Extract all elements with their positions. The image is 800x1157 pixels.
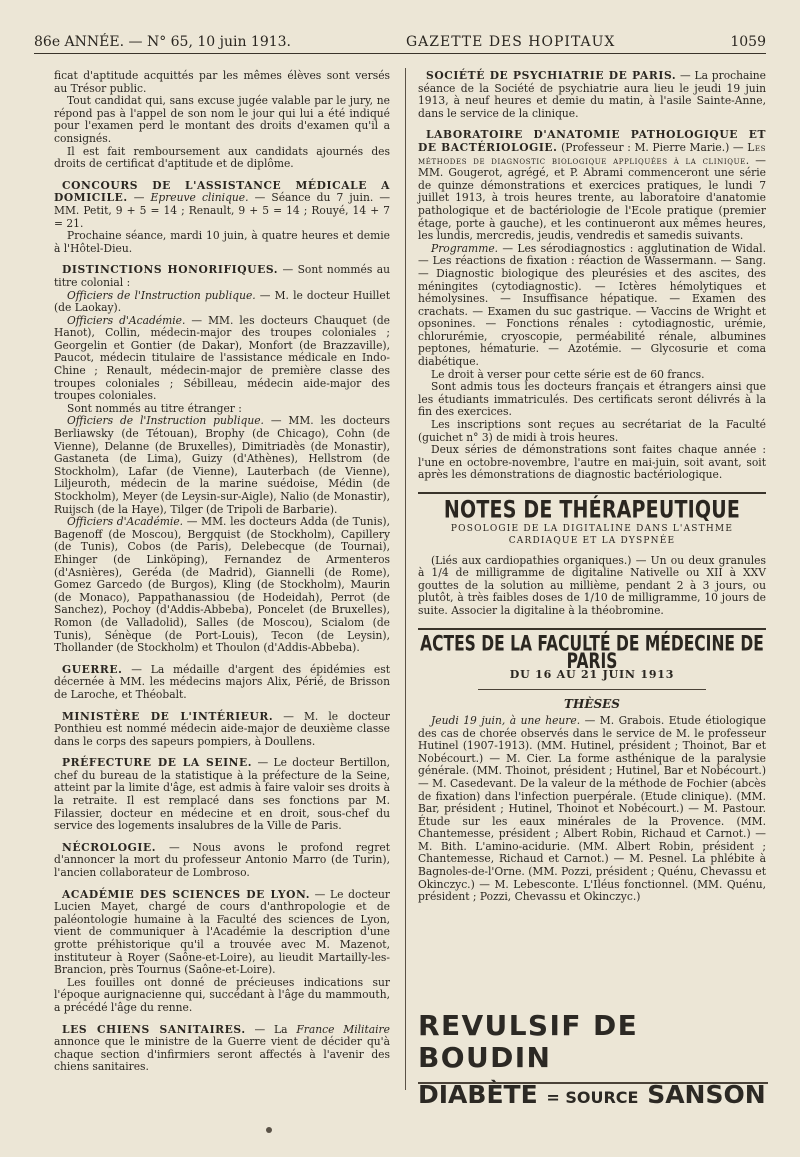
section-divider bbox=[418, 492, 766, 494]
journal-title: GAZETTE DES HOPITAUX bbox=[405, 34, 616, 50]
section-heading: SOCIÉTÉ DE PSYCHIATRIE DE PARIS. bbox=[426, 69, 677, 82]
intro-paragraph: Il est fait remboursement aux candidats ajournés des droits de certificat d'aptitude et de diplôme. bbox=[54, 144, 390, 171]
section-text: — bbox=[127, 191, 151, 205]
section-italic: Epreuve clinique. bbox=[150, 191, 249, 205]
section-paragraph bbox=[54, 290, 390, 315]
intro-paragraph: Tout candidat qui, sans excuse jugée valable par le jury, ne répond pas à l'appel de son nom le jour qui lui a été indiqué pour l'examen perd le montant des droits d'examen qu'il a consignés. bbox=[54, 94, 390, 145]
ad-diabete-line bbox=[418, 1080, 768, 1113]
laboratoire-section bbox=[418, 129, 766, 242]
interieur-section bbox=[54, 711, 390, 749]
prefecture-section bbox=[54, 757, 390, 833]
section-paragraph: Sont nommés au titre étranger : bbox=[67, 401, 242, 415]
section-heading: NÉCROLOGIE. bbox=[62, 840, 157, 854]
section-subheading: Les méthodes de diagnostic biologique appliquées à la clinique. bbox=[418, 140, 767, 167]
section-heading: LES CHIENS SANITAIRES. bbox=[62, 1022, 246, 1036]
right-column bbox=[418, 70, 766, 904]
section-italic: Officiers de l'Instruction publique. bbox=[67, 288, 256, 302]
ad-diabete: DIABÈTE bbox=[418, 1080, 538, 1109]
necrologie-section bbox=[54, 842, 390, 880]
section-heading: ACADÉMIE DES SCIENCES DE LYON. bbox=[62, 887, 311, 901]
guerre-section bbox=[54, 664, 390, 702]
posologie-paragraph: (Liés aux cardiopathies organiques.) — Un ou deux granules à 1/4 de milligramme de digitaline Nativelle ou XII à XXV gouttes de la solution au millième, pendant 2 à 3 jours, ou plutôt, à très faibles doses de 1/10 de milligramme, 10 jours de suite. Associer la digitaline à la théobromine. bbox=[418, 553, 766, 617]
section-text: — La bbox=[245, 1022, 297, 1036]
section-paragraph bbox=[54, 315, 390, 403]
distinctions-section bbox=[54, 264, 390, 289]
section-paragraph bbox=[418, 243, 766, 369]
section-heading: LABORATOIRE D'ANATOMIE PATHOLOGIQUE ET DE BACTÉRIOLOGIE. bbox=[418, 128, 766, 154]
section-heading: CONCOURS DE L'ASSISTANCE MÉDICALE A DOMICILE. bbox=[54, 178, 390, 205]
assistance-section bbox=[54, 180, 390, 230]
actes-faculte-title: ACTES DE LA FACULTÉ DE MÉDECINE DE PARIS bbox=[420, 631, 764, 673]
section-text: — Sont nommés au titre colonial : bbox=[54, 263, 390, 289]
section-text: — M. Grabois. Etude étiologique des cas de chorée observés dans le service de M. le professeur Hutinel (1907-1913). (MM. Hutinel, président ; Thoinot, Bar et Nobécourt.) — M. Cier. La forme asthénique de la paralysie générale. (MM. Thoinot, président ; Hutinel, Bar et Nobécourt.) — M. Casedevant. De la valeur de la méthode de Fochier (abcès de fixation) dans l'infection puerpérale. (Etude clinique). (MM. Bar, président ; Hutinel, Thoinot et Nobécourt.) — M. Pastour. Étude sur les eaux minérales de la Provence. (MM. Chantemesse, président ; Albert Robin, Richaud et Carnot.) — M. Bith. L'amino-acidurie. (MM. Albert Robin, président ; Chantemesse, Richaud et Carnot.) — M. Pesnel. La phlébite à Bagnoles-de-l'Orne. (MM. Pozzi, président ; Quénu, Chevassu et Okinczyc.) — M. Lebesconte. L'Iléus fonctionnel. (MM. Quénu, président ; Pozzi, Chevassu et Okinczyc.) bbox=[418, 713, 767, 904]
section-paragraph bbox=[54, 415, 390, 516]
page-mark bbox=[266, 1127, 272, 1133]
section-italic: Officiers d'Académie. bbox=[67, 313, 186, 327]
short-rule bbox=[478, 689, 706, 690]
section-heading: PRÉFECTURE DE LA SEINE. bbox=[62, 756, 253, 770]
section-paragraph: Prochaine séance, mardi 10 juin, à quatre heures et demie à l'Hôtel-Dieu. bbox=[54, 229, 390, 255]
section-paragraph: Les inscriptions sont reçues au secrétariat de la Faculté (guichet n° 3) de midi à trois heures. bbox=[418, 418, 766, 444]
section-heading: MINISTÈRE DE L'INTÉRIEUR. bbox=[62, 709, 274, 723]
section-paragraph: Deux séries de démonstrations sont faites chaque année : l'une en octobre-novembre, l'autre en mai-juin, soit avant, soit après les démonstrations de diagnostic bactériologique. bbox=[418, 443, 766, 482]
section-italic: Programme. bbox=[431, 241, 499, 255]
posologie-title: POSOLOGIE DE LA DIGITALINE DANS L'ASTHME CARDIAQUE ET LA DYSPNÉE bbox=[450, 523, 734, 546]
academie-section bbox=[54, 889, 390, 977]
page-number: 1059 bbox=[730, 34, 766, 50]
section-text: — Séance du 7 juin. — MM. Petit, 9 + 5 = 14 ; Renault, 9 + 5 = 14 ; Rouyé, 14 + 7 = 21. bbox=[54, 191, 391, 230]
section-italic: Jeudi 19 juin, à une heure. bbox=[431, 713, 581, 727]
ad-source: = SOURCE bbox=[546, 1088, 639, 1107]
section-italic: Officiers de l'Instruction publique. bbox=[67, 414, 264, 428]
section-paragraph: Sont admis tous les docteurs français et étrangers ainsi que les étudiants immatriculés. Des certificats seront délivrés à la fin des exercices. bbox=[418, 380, 766, 419]
section-text: — MM. Gougerot, agrégé, et P. Abrami commenceront une série de quinze démonstrations et exercices pratiques, le lundi 7 juillet 1913, à trois heures trente, au laboratoire d'anatomie pathologique et de bactériologie de l'Ecole pratique (premier étage, porte à gauche), et les continueront aux mêmes heures, les lundis, mercredis, jeudis, vendredis et samedis suivants. bbox=[418, 153, 766, 243]
section-text: — MM. les docteurs Chauquet (de Hanot), Collin, médecin-major des troupes coloniales ; Georgelin et Gontier (de Dakar), Monfort (de Brazzaville), Paucot, médecin titulaire de l'assistance médicale en Indo-Chine ; Renault, médecin-major de première classe des troupes coloniales ; Sébilleau, médecin aide-major des troupes coloniales. bbox=[54, 313, 390, 403]
section-text: annonce que le ministre de la Guerre vient de décider qu'à chaque section d'infirmiers seront affectés à l'avenir des chiens sanitaires. bbox=[54, 1035, 390, 1074]
section-text: — M. le docteur Huillet (de Laokay). bbox=[54, 288, 390, 315]
section-paragraph: Le droit à verser pour cette série est de 60 francs. bbox=[431, 367, 705, 381]
section-paragraph: Les fouilles ont donné de précieuses indications sur l'époque aurignacienne qui, succédant à l'âge du mammouth, a précédé l'âge du renne. bbox=[54, 975, 390, 1014]
section-text: — La médaille d'argent des épidémies est décernée à MM. les médecins majors Alix, Périé, de Brisson de Laroche, et Théobalt. bbox=[54, 662, 390, 701]
section-text: — MM. les docteurs Adda (de Tunis), Bagenoff (de Moscou), Bergquist (de Stockholm), Capillery (de Tunis), Cobos (de Paris), Delebecque (de Tournai), Ehinger (de Linköping), Fernandez de Armenteros (d'Asnières), Geréda (de Madrid), Giannelli (de Rome), Gomez Garcedo (de Burgos), Kling (de Stockholm), Maurin (de Monaco), Pappathanassiou (de Hodeidah), Perrot (de Sanchez), Pochoy (d'Addis-Abbeba), Poncelet (de Bruxelles), Romon (de Valladolid), Salles (de Moscou), Scialom (de Tunis), Sénèque (de Port-Louis), Tecon (de Leysin), Thollander (de Stockholm) et Thoulon (d'Addis-Abbeba). bbox=[54, 515, 390, 655]
section-italic: Officiers d'Académie. bbox=[67, 515, 184, 529]
section-text: — Les sérodiagnostics : agglutination de Widal. — Les réactions de fixation : réaction de Wassermann. — Sang. — Diagnostic biologique des pleurésies et des ascites, des méningites (cytodiagnostic). — Ictères hémolytiques et hémolysines. — Insuffisance hépatique. — Examen des crachats. — Examen du suc gastrique. — Vaccins de Wright et opsonines. — Fonctions rénales : cytodiagnostic, urémie, chlorurémie, cryoscopie, perméabilité rénale, albumines peptones, hématurie. — Azotémie. — Glycosurie et coma diabétique. bbox=[418, 241, 766, 369]
section-paragraph bbox=[54, 516, 390, 655]
ad-revulsif: REVULSIF DE BOUDIN bbox=[418, 1009, 639, 1074]
running-header bbox=[34, 30, 766, 54]
theses-heading: THÈSES bbox=[564, 697, 620, 712]
section-text: — Nous avons le profond regret d'annoncer la mort du professeur Antonio Marro (de Turin), l'ancien collaborateur de Lombroso. bbox=[54, 840, 390, 880]
actes-dates: DU 16 AU 21 JUIN 1913 bbox=[509, 667, 675, 681]
section-text: — MM. les docteurs Berliawsky (de Tétouan), Brophy (de Chicago), Cohn (de Vienne), Delanne (de Bruxelles), Dimitriadès (de Monastir), Gastaneta (de Lima), Guizy (d'Athènes), Hellstrom (de Stockholm), Lafar (de Vienne), Lauterbach (de Vienne), Liljeuroth, médecin de la marine suédoise, Médin (de Stockholm), Meyer (de Leysin-sur-Aigle), Nalio (de Monastir), Ruijsch (de la Haye), Tilger (de Tripoli de Barbarie). bbox=[54, 414, 390, 516]
advertisement bbox=[418, 1010, 768, 1113]
left-column bbox=[54, 70, 390, 1074]
ad-sanson: SANSON bbox=[647, 1080, 766, 1109]
psychiatrie-section bbox=[418, 70, 766, 120]
section-text: (Professeur : M. Pierre Marie.) — bbox=[557, 140, 748, 154]
section-heading: GUERRE. bbox=[62, 662, 123, 676]
section-text: — M. le docteur Ponthieu est nommé médecin aide-major de deuxième classe dans le corps des sapeurs pompiers, à Doullens. bbox=[54, 709, 391, 748]
intro-paragraph: ficat d'aptitude acquittés par les mêmes élèves sont versés au Trésor public. bbox=[54, 69, 390, 95]
ad-bottom-rule bbox=[418, 1082, 768, 1084]
section-text: — Le docteur Bertillon, chef du bureau de la statistique à la préfecture de la Seine, atteint par la limite d'âge, est admis à faire valoir ses droits à la retraite. Il est remplacé dans ses fonctions par M. Filassier, docteur en médecine et en droit, sous-chef du service des logements insalubres de la Ville de Paris. bbox=[54, 756, 390, 833]
chiens-section bbox=[54, 1024, 390, 1074]
notes-therapeutique-title: NOTES DE THÉRAPEUTIQUE bbox=[443, 496, 741, 524]
section-text: — Le docteur Lucien Mayet, chargé de cours d'anthropologie et de paléontologie humaine à la Faculté des sciences de Lyon, vient de communiquer à l'Académie la description d'une grotte préhistorique qu'il a trouvée avec M. Mazenot, instituteur à Royer (Saône-et-Loire), au lieudit Martailly-les-Brancion, près Tournus (Saône-et-Loire). bbox=[54, 887, 390, 977]
section-text: — La prochaine séance de la Société de psychiatrie aura lieu le jeudi 19 juin 1913, à neuf heures et demie du matin, à l'asile Sainte-Anne, dans le service de la clinique. bbox=[418, 69, 766, 120]
section-divider bbox=[418, 628, 766, 630]
theses-paragraph bbox=[418, 715, 766, 904]
column-divider bbox=[405, 68, 406, 1090]
section-heading: DISTINCTIONS HONORIFIQUES. bbox=[62, 263, 279, 277]
section-italic: France Militaire bbox=[296, 1022, 390, 1036]
issue-info: 86e ANNÉE. — N° 65, 10 juin 1913. bbox=[34, 34, 292, 50]
